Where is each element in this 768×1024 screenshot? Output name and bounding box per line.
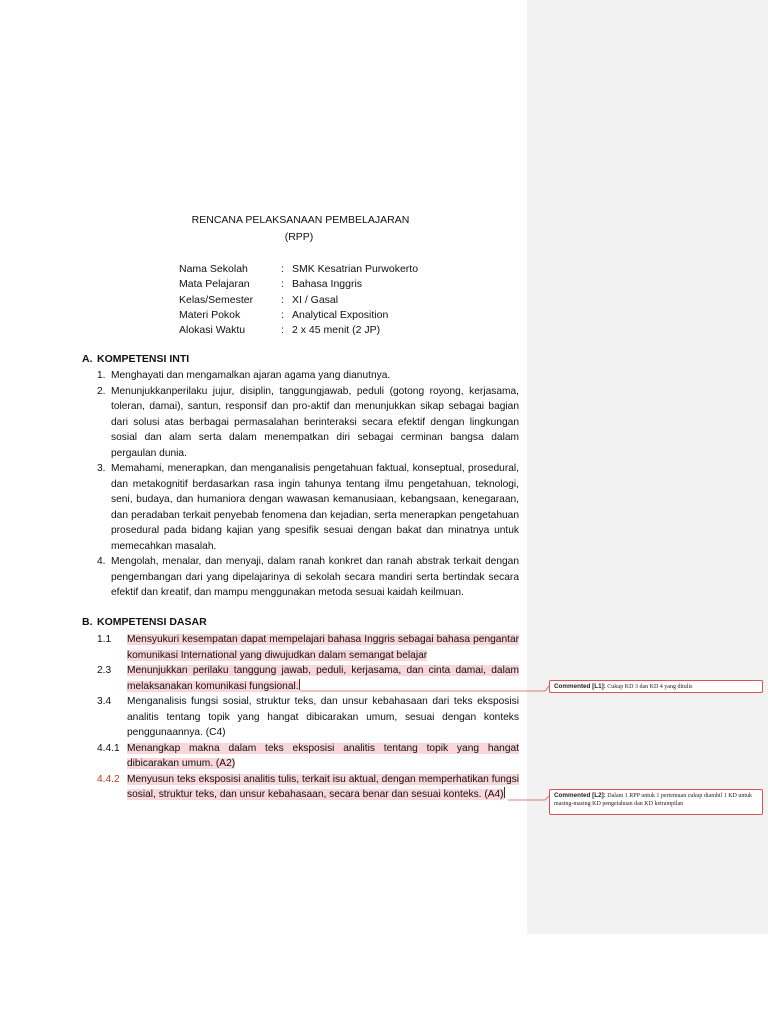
comment-text: Cukup KD 3 dan KD 4 yang ditulis [607, 684, 693, 690]
info-colon: : [281, 324, 284, 337]
info-value: 2 x 45 menit (2 JP) [292, 324, 381, 337]
doc-title: RENCANA PELAKSANAAN PEMBELAJARAN [191, 214, 410, 226]
info-value: XI / Gasal [292, 293, 339, 306]
comment-balloon-2[interactable] [549, 789, 763, 815]
info-colon: : [281, 293, 284, 306]
list-item [97, 663, 519, 694]
item-text: Memahami, menerapkan, dan menganalisis pengetahuan faktual, konseptual, prosedural, dan metakognitif berdasarkan rasa ingin tahunya tentang ilmu pengetahuan, teknologi, seni, budaya, dan humaniora dengan wawasan kemanusiaan, kebangsaan, kenegaraan, dan peradaban terkait penyebab fenomena dan kejadian, serta menerapkan pengetahuan prosedural pada bidang kajian yang spesifik sesuai dengan bakat dan minatnya untuk memecahkan masalah. [111, 463, 519, 552]
info-colon: : [281, 308, 284, 321]
list-item [97, 772, 519, 803]
item-number: 4.4.2 [97, 773, 120, 785]
section-heading-kd [82, 616, 207, 628]
section-letter: A. [82, 353, 93, 365]
highlighted-text[interactable]: Menangkap makna dalam teks eksposisi analitis tentang topik yang hangat dibicarakan umum. (A2) [127, 742, 519, 769]
comment-anchor-1 [299, 679, 300, 690]
list-item [97, 461, 519, 554]
info-label: Mata Pelajaran [179, 278, 250, 291]
highlighted-text[interactable]: Mensyukuri kesempatan dapat mempelajari bahasa Inggris sebagai bahasa pengantar komunikasi International yang diwujudkan dalam semangat belajar [127, 634, 519, 661]
info-colon: : [281, 278, 284, 291]
highlighted-text[interactable]: Menunjukkan perilaku tanggung jawab, peduli, kerjasama, dan cinta damai, dalam melaksanakan komunikasi fungsional. [127, 665, 519, 692]
item-text: Menganalisis fungsi sosial, struktur teks, dan unsur kebahasaan dari teks eksposisi analitis tentang topik yang hangat dibicarakan umum, sesuai dengan konteks penggunaannya. (C4) [127, 696, 519, 738]
info-value: Analytical Exposition [292, 308, 389, 321]
comment-anchor-2 [504, 787, 505, 798]
info-colon: : [281, 263, 284, 275]
list-item [97, 694, 519, 741]
list-item [97, 632, 519, 663]
item-text: Mengolah, menalar, dan menyaji, dalam ranah konkret dan ranah abstrak terkait dengan pengembangan dari yang dipelajarinya di sekolah secara mandiri serta bertindak secara efektif dan kreatif, dan mampu menggunakan metoda sesuai kaidah keilmuan. [111, 556, 519, 598]
info-label: Materi Pokok [179, 308, 241, 321]
list-item [97, 741, 519, 772]
comment-tag: Commented [L2]: [554, 792, 606, 799]
item-text: Menunjukkanperilaku jujur, disiplin, tanggungjawab, peduli (gotong royong, kerjasama, toleran, damai), santun, responsif dan pro-aktif dan menunjukkan sikap sebagai bagian dari solusi atas berbagai permasalahan berinteraksi secara efektif dengan lingkungan sosial dan alam serta dalam menempatkan diri sebagai cerminan bangsa dalam pergaulan dunia. [111, 385, 519, 459]
info-value: SMK Kesatrian Purwokerto [292, 263, 419, 275]
comment-text: Dalam 1 RPP untuk 1 pertemuan cukup diambil 1 KD untuk masing-masing KD pengetahuan dan KD ketrampilan [554, 793, 753, 807]
doc-subtitle: (RPP) [284, 231, 314, 243]
item-text: Menghayati dan mengamalkan ajaran agama yang dianutnya. [111, 370, 391, 381]
item-number: 3.4 [97, 696, 112, 707]
info-label: Nama Sekolah [179, 263, 248, 275]
section-heading-ki [82, 353, 189, 365]
item-number: 4.4.1 [97, 742, 120, 754]
info-label: Kelas/Semester [179, 293, 254, 306]
comment-balloon-1[interactable] [549, 680, 763, 693]
highlighted-text[interactable]: Menyusun teks eksposisi analitis tulis, terkait isu aktual, dengan memperhatikan fungsi sosial, struktur teks, dan unsur kebahasaan, secara benar dan sesuai konteks. (A4) [127, 773, 519, 800]
section-title: KOMPETENSI DASAR [97, 616, 207, 628]
item-number: 1.1 [97, 634, 112, 645]
item-number: 4. [97, 556, 106, 567]
list-item [97, 368, 519, 384]
item-number: 1. [97, 370, 106, 381]
comment-tag: Commented [L1]: [554, 683, 606, 690]
kd-list [97, 632, 519, 803]
item-number: 2. [97, 385, 106, 397]
ki-list [97, 368, 519, 601]
item-number: 3. [97, 463, 106, 474]
list-item [97, 384, 519, 462]
section-title: KOMPETENSI INTI [97, 353, 190, 365]
info-label: Alokasi Waktu [179, 324, 246, 337]
section-letter: B. [82, 616, 93, 628]
info-value: Bahasa Inggris [292, 278, 363, 291]
item-number: 2.3 [97, 665, 112, 676]
list-item [97, 554, 519, 601]
